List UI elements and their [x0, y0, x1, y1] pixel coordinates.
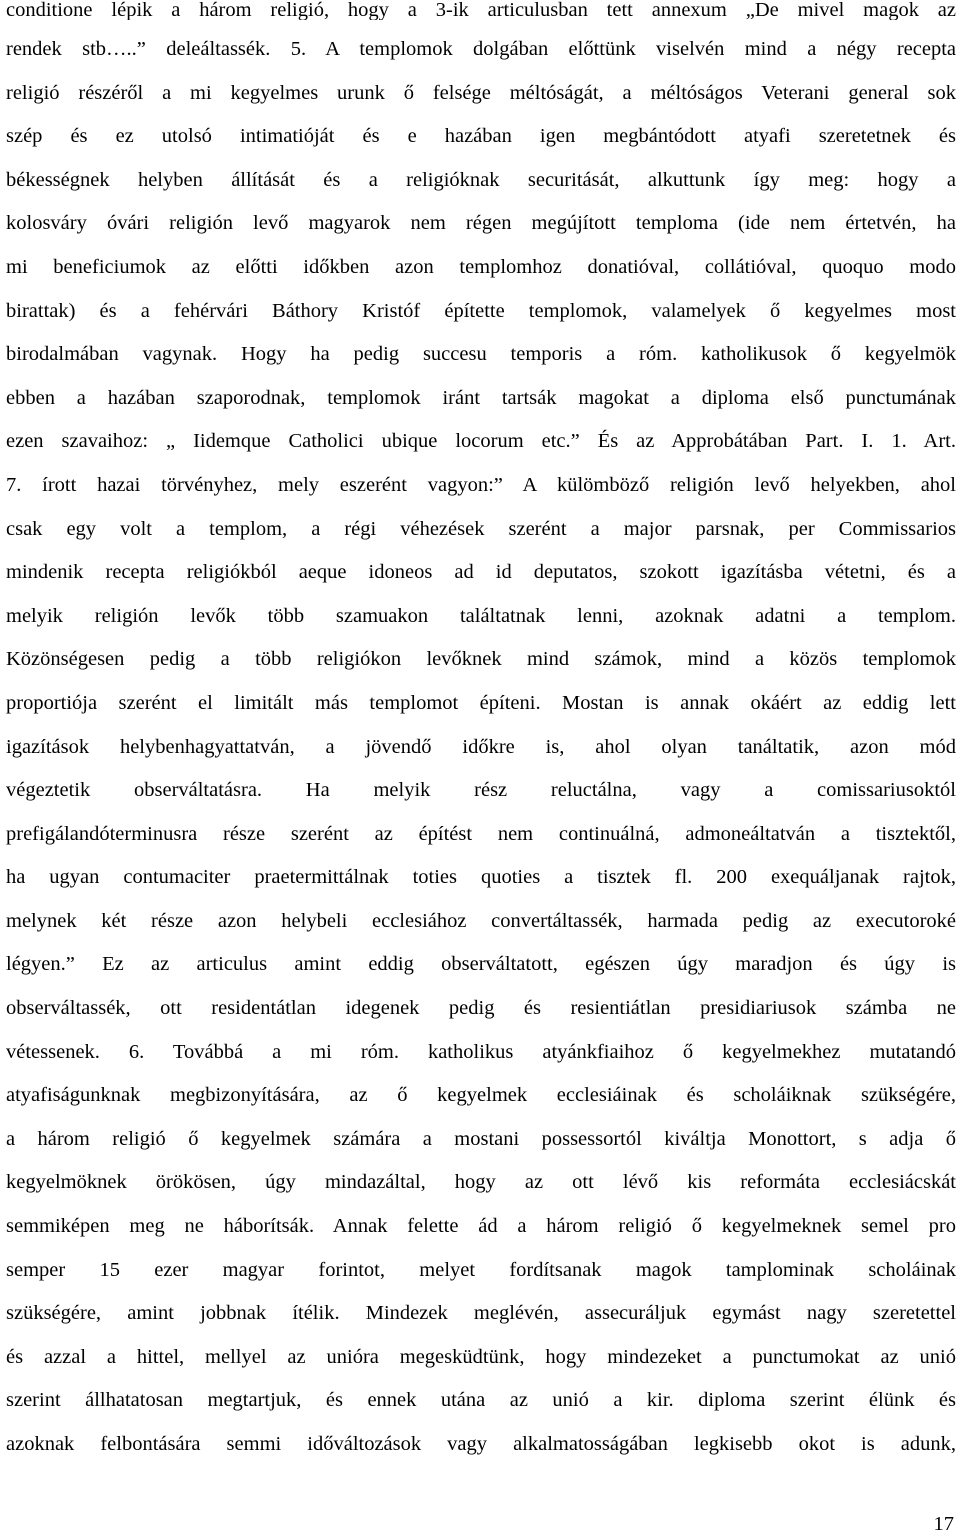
text-line: birattak) és a fehérvári Báthory Kristóf építette templomok, valamelyek ő kegyelmes most: [6, 299, 956, 322]
text-line: mi beneficiumok az előtti időkben azon templomhoz donatióval, collátióval, quoquo modo: [6, 255, 956, 278]
text-line: melynek két része azon helybeli ecclesiához convertáltassék, harmada pedig az executoroké: [6, 909, 956, 932]
body-text: [6, 0, 956, 1467]
text-line: Közönségesen pedig a több religiókon levőknek mind számok, mind a közös templomok: [6, 648, 956, 671]
text-line: kegyelmöknek örökösen, úgy mindazáltal, hogy az ott lévő kis reformáta ecclesiácskát: [6, 1171, 956, 1194]
text-line: végeztetik observáltatásra. Ha melyik rész reluctálna, vagy a comissariusoktól: [6, 779, 956, 802]
text-line: conditione lépik a három religió, hogy a 3-ik articulusban tett annexum „De mivel magok az: [6, 0, 956, 20]
text-line: vétessenek. 6. Továbbá a mi róm. katholikus atyánkfiaihoz ő kegyelmekhez mutatandó: [6, 1040, 956, 1063]
text-line: prefigálandóterminusra része szerént az építést nem continuálná, admoneáltatván a tisztektől,: [6, 822, 956, 845]
page-number: 17: [933, 1513, 954, 1535]
text-line: semmiképen meg ne háborítsák. Annak felette ád a három religió ő kegyelmeknek semel pro: [6, 1215, 956, 1238]
text-line: a három religió ő kegyelmek számára a mostani possessortól kiváltja Monottort, s adja ő: [6, 1127, 956, 1150]
text-line: azoknak felbontására semmi időváltozások vagy alkalmatosságában legkisebb okot is adunk,: [6, 1433, 956, 1455]
text-line: religió részéről a mi kegyelmes urunk ő felsége méltóságát, a méltóságos Veterani general sok: [6, 81, 956, 104]
text-line: ha ugyan contumaciter praetermittálnak toties quoties a tisztek fl. 200 exequáljanak rajtok,: [6, 866, 956, 889]
text-line: kolosváry óvári religión levő magyarok nem régen megújított temploma (ide nem értetvén, ha: [6, 212, 956, 235]
text-line: csak egy volt a templom, a régi véhezések szerént a major parsnak, per Commissarios: [6, 517, 956, 540]
text-line: szükségére, amint jobbnak ítélik. Mindezek meglévén, assecuráljuk egymást nagy szeretettel: [6, 1302, 956, 1325]
text-line: melyik religión levők több szamuakon találtatnak lenni, azoknak adatni a templom.: [6, 604, 956, 627]
text-line: observáltassék, ott residentátlan idegenek pedig és resientiátlan presidiariusok számba ne: [6, 997, 956, 1020]
text-line: mindenik recepta religiókból aeque idoneos ad id deputatos, szokott igazításba vétetni, és a: [6, 561, 956, 584]
text-line: és azzal a hittel, mellyel az unióra megesküdtünk, hogy mindezeket a punctumokat az unió: [6, 1345, 956, 1368]
text-line: atyafiságunknak megbizonyítására, az ő kegyelmek ecclesiáinak és scholáiknak szükségére,: [6, 1084, 956, 1107]
text-line: légyen.” Ez az articulus amint eddig observáltatott, egészen úgy maradjon és úgy is: [6, 953, 956, 976]
text-line: szép és ez utolsó intimatióját és e hazában igen megbántódott atyafi szeretetnek és: [6, 125, 956, 148]
text-line: szerint állhatatosan megtartjuk, és ennek utána az unió a kir. diploma szerint élünk és: [6, 1389, 956, 1412]
text-line: igazítások helybenhagyattatván, a jövendő időkre is, ahol olyan tanáltatik, azon mód: [6, 735, 956, 758]
text-line: békességnek helyben állítását és a religióknak securitását, alkuttunk így meg: hogy a: [6, 168, 956, 191]
text-line: ezen szavaihoz: „ Iidemque Catholici ubique locorum etc.” És az Approbátában Part. I. 1. Art.: [6, 430, 956, 453]
text-line: ebben a hazában szaporodnak, templomok iránt tartsák magokat a diploma első punctumának: [6, 386, 956, 409]
text-line: 7. írott hazai törvényhez, mely eszerént vagyon:” A külömböző religión levő helyekben, ahol: [6, 473, 956, 496]
text-line: birodalmában vagynak. Hogy ha pedig succesu temporis a róm. katholikusok ő kegyelmök: [6, 343, 956, 366]
text-line: semper 15 ezer magyar forintot, melyet fordítsanak magok tamplominak scholáinak: [6, 1258, 956, 1281]
text-line: proportiója szerént el limitált más templomot építeni. Mostan is annak okáért az eddig lett: [6, 691, 956, 714]
text-line: rendek stb…..” deleáltassék. 5. A templomok dolgában előttünk viselvén mind a négy recepta: [6, 38, 956, 60]
